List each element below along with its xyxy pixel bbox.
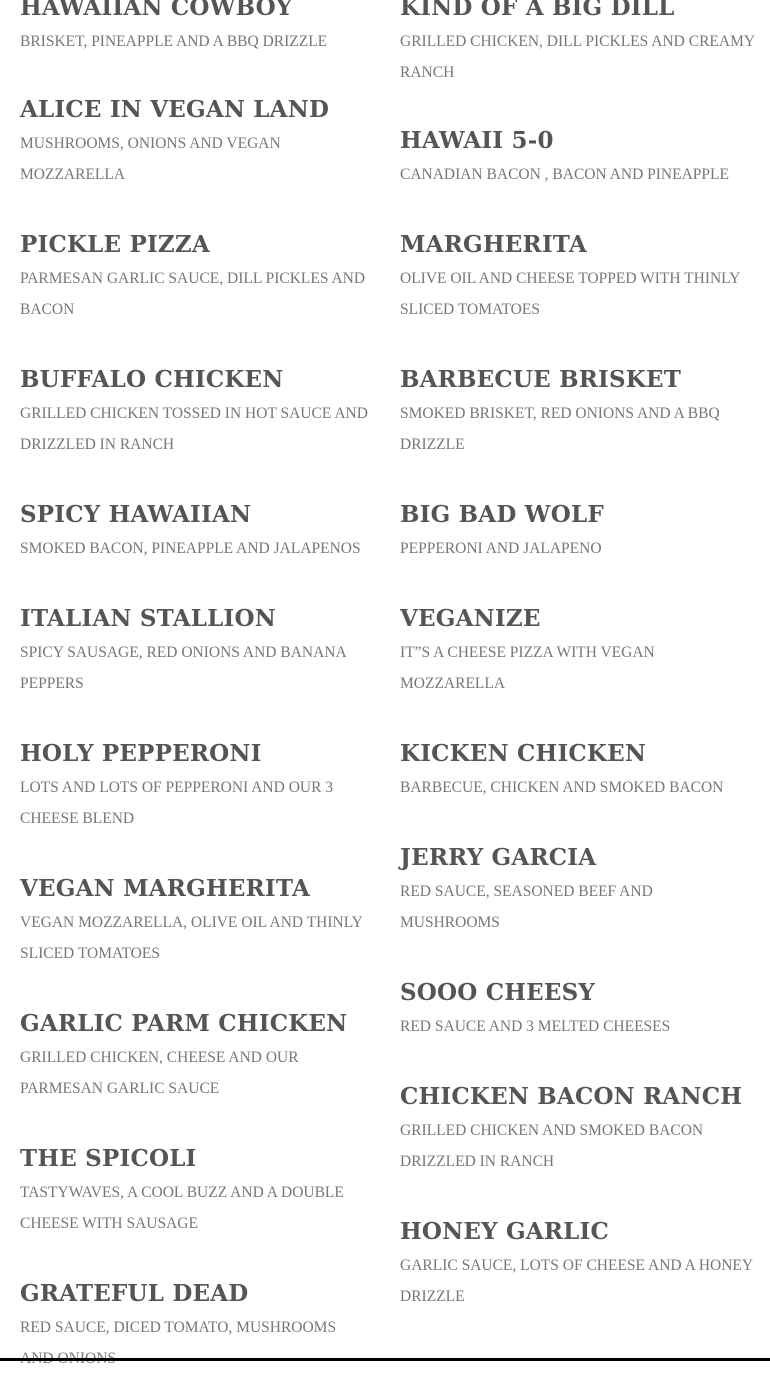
- menu-item: [20, 500, 370, 564]
- pizza-description: GRILLED CHICKEN, DILL PICKLES AND CREAMY RANCH: [400, 33, 755, 81]
- pizza-name: SPICY HAWAIIAN: [20, 501, 252, 528]
- pizza-name: SOOO CHEESY: [400, 979, 596, 1006]
- menu-item: [20, 739, 370, 834]
- pizza-description: GARLIC SAUCE, LOTS OF CHEESE AND A HONEY DRIZZLE: [400, 1257, 753, 1305]
- menu-item: [400, 500, 755, 564]
- pizza-description: LOTS AND LOTS OF PEPPERONI AND OUR 3 CHEESE BLEND: [20, 779, 334, 827]
- menu-item: [20, 604, 370, 699]
- pizza-description: RED SAUCE AND 3 MELTED CHEESES: [400, 1018, 671, 1035]
- pizza-name: VEGAN MARGHERITA: [20, 875, 310, 902]
- menu-item: [400, 843, 755, 938]
- pizza-description: TASTYWAVES, A COOL BUZZ AND A DOUBLE CHEESE WITH SAUSAGE: [20, 1184, 344, 1232]
- pizza-name: ALICE IN VEGAN LAND: [20, 96, 330, 123]
- pizza-name: GARLIC PARM CHICKEN: [20, 1010, 348, 1037]
- pizza-description: PARMESAN GARLIC SAUCE, DILL PICKLES AND BACON: [20, 270, 366, 318]
- menu-item: [20, 95, 370, 190]
- menu-item: [400, 365, 755, 460]
- pizza-description: MUSHROOMS, ONIONS AND VEGAN MOZZARELLA: [20, 135, 281, 183]
- pizza-name: HAWAIIAN COWBOY: [20, 0, 293, 21]
- pizza-name: THE SPICOLI: [20, 1145, 197, 1172]
- pizza-name: KICKEN CHICKEN: [400, 740, 647, 767]
- pizza-description: RED SAUCE, DICED TOMATO, MUSHROOMS: [20, 1319, 337, 1336]
- pizza-description: BARBECUE, CHICKEN AND SMOKED BACON: [400, 779, 724, 796]
- menu-item: [400, 604, 755, 699]
- pizza-description: BRISKET, PINEAPPLE AND A BBQ DRIZZLE: [20, 33, 328, 50]
- pizza-name: GRATEFUL DEAD: [20, 1280, 249, 1307]
- pizza-description: VEGAN MOZZARELLA, OLIVE OIL AND THINLY SLICED TOMATOES: [20, 914, 363, 962]
- pizza-name: BUFFALO CHICKEN: [20, 366, 284, 393]
- pizza-name: VEGANIZE: [400, 605, 541, 632]
- menu-item: [400, 126, 755, 190]
- pizza-name: HONEY GARLIC: [400, 1218, 609, 1245]
- pizza-description: PEPPERONI AND JALAPENO: [400, 540, 602, 557]
- menu-item: [20, 0, 370, 57]
- pizza-name: JERRY GARCIA: [400, 844, 597, 871]
- menu-item: [400, 739, 755, 803]
- pizza-description: IT”S A CHEESE PIZZA WITH VEGAN MOZZARELLA: [400, 644, 655, 692]
- menu-item: [20, 874, 370, 969]
- menu-item: [20, 230, 370, 325]
- menu-item: [400, 230, 755, 325]
- pizza-description: GRILLED CHICKEN, CHEESE AND OUR PARMESAN GARLIC SAUCE: [20, 1049, 299, 1097]
- menu-item: [400, 978, 755, 1042]
- pizza-name: CHICKEN BACON RANCH: [400, 1083, 743, 1110]
- pizza-name: ITALIAN STALLION: [20, 605, 276, 632]
- menu-item: [400, 1217, 755, 1312]
- menu-item: [20, 1009, 370, 1104]
- menu-item: [20, 1144, 370, 1239]
- pizza-description: SPICY SAUSAGE, RED ONIONS AND BANANA PEPPERS: [20, 644, 346, 692]
- menu-item: [20, 365, 370, 460]
- pizza-name: BIG BAD WOLF: [400, 501, 604, 528]
- pizza-name: HAWAII 5-0: [400, 127, 554, 154]
- pizza-description: GRILLED CHICKEN TOSSED IN HOT SAUCE AND DRIZZLED IN RANCH: [20, 405, 368, 453]
- pizza-name: PICKLE PIZZA: [20, 231, 210, 258]
- pizza-description: RED SAUCE, SEASONED BEEF AND MUSHROOMS: [400, 883, 653, 931]
- pizza-name: HOLY PEPPERONI: [20, 740, 262, 767]
- pizza-name: KIND OF A BIG DILL: [400, 0, 675, 21]
- pizza-description: SMOKED BRISKET, RED ONIONS AND A BBQ DRIZZLE: [400, 405, 720, 453]
- pizza-name: BARBECUE BRISKET: [400, 366, 682, 393]
- pizza-name: MARGHERITA: [400, 231, 587, 258]
- menu-item: [400, 0, 755, 88]
- menu-item: [400, 1082, 755, 1177]
- pizza-description: OLIVE OIL AND CHEESE TOPPED WITH THINLY SLICED TOMATOES: [400, 270, 740, 318]
- pizza-description: SMOKED BACON, PINEAPPLE AND JALAPENOS: [20, 540, 361, 557]
- pizza-description: GRILLED CHICKEN AND SMOKED BACON DRIZZLED IN RANCH: [400, 1122, 704, 1170]
- pizza-description: CANADIAN BACON , BACON AND PINEAPPLE: [400, 166, 729, 183]
